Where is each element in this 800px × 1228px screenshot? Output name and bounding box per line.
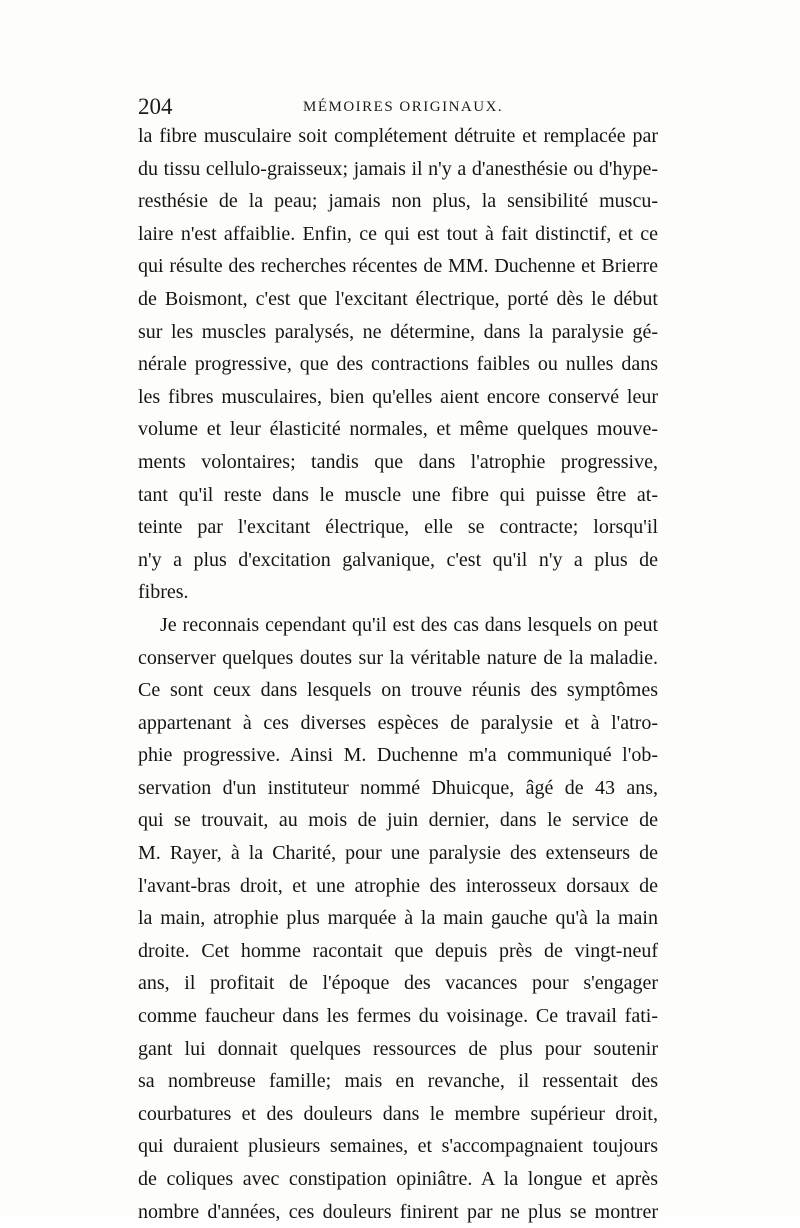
text-line: ments volontaires; tandis que dans l'atrophie progressive, <box>138 450 658 473</box>
text-line: nombre d'années, ces douleurs finirent par ne plus se montrer <box>138 1200 658 1223</box>
text-line: qui duraient plusieurs semaines, et s'accompagnaient toujours <box>138 1135 658 1158</box>
text-line: ans, il profitait de l'époque des vacances pour s'engager <box>138 972 658 995</box>
text-line: de coliques avec constipation opiniâtre. A la longue et après <box>138 1168 658 1190</box>
text-line: fibres. <box>138 581 189 604</box>
text-line: qui se trouvait, au mois de juin dernier, dans le service de <box>138 809 658 832</box>
text-line: n'y a plus d'excitation galvanique, c'est qu'il n'y a plus de <box>138 548 658 571</box>
text-line: phie progressive. Ainsi M. Duchenne m'a communiqué l'ob- <box>138 744 658 767</box>
text-line: la fibre musculaire soit complétement détruite et remplacée par <box>138 125 658 147</box>
text-line: de Boismont, c'est que l'excitant électrique, porté dès le début <box>138 287 658 310</box>
paragraph <box>138 120 658 609</box>
text-line: M. Rayer, à la Charité, pour une paralysie des extenseurs de <box>138 842 658 865</box>
text-line: sa nombreuse famille; mais en revanche, il ressentait des <box>138 1070 658 1093</box>
text-line: tant qu'il reste dans le muscle une fibre qui puisse être at- <box>138 483 658 506</box>
text-line: resthésie de la peau; jamais non plus, la sensibilité muscu- <box>138 190 658 213</box>
text-line: du tissu cellulo-graisseux; jamais il n'y a d'anesthésie ou d'hype- <box>138 157 658 180</box>
text-line: comme faucheur dans les fermes du voisinage. Ce travail fati- <box>138 1005 658 1028</box>
text-line: nérale progressive, que des contractions faibles ou nulles dans <box>138 353 658 376</box>
text-line: teinte par l'excitant électrique, elle se contracte; lorsqu'il <box>138 516 658 539</box>
page-number: 204 <box>138 94 173 119</box>
text-line: laire n'est affaiblie. Enfin, ce qui est tout à fait distinctif, et ce <box>138 222 658 245</box>
text-line: Je reconnais cependant qu'il est des cas dans lesquels on peut <box>160 613 658 636</box>
text-line: l'avant-bras droit, et une atrophie des interosseux dorsaux de <box>138 874 658 897</box>
text-line: droite. Cet homme racontait que depuis près de vingt-neuf <box>138 939 658 962</box>
page-header <box>138 94 678 120</box>
text-line: sur les muscles paralysés, ne détermine, dans la paralysie gé- <box>138 320 658 343</box>
text-line: conserver quelques doutes sur la véritable nature de la maladie. <box>138 646 658 669</box>
text-line: gant lui donnait quelques ressources de plus pour soutenir <box>138 1037 658 1060</box>
text-line: courbatures et des douleurs dans le membre supérieur droit, <box>138 1102 658 1125</box>
paragraph <box>138 609 658 1228</box>
text-line: Ce sont ceux dans lesquels on trouve réunis des symptômes <box>138 679 658 702</box>
running-title: MÉMOIRES ORIGINAUX. <box>303 99 504 115</box>
text-line: les fibres musculaires, bien qu'elles aient encore conservé leur <box>138 385 658 408</box>
text-line: qui résulte des recherches récentes de MM. Duchenne et Brierre <box>138 255 658 278</box>
text-line: appartenant à ces diverses espèces de paralysie et à l'atro- <box>138 711 658 734</box>
text-line: volume et leur élasticité normales, et même quelques mouve- <box>138 418 658 441</box>
text-line: servation d'un instituteur nommé Dhuicque, âgé de 43 ans, <box>138 776 658 799</box>
text-line: la main, atrophie plus marquée à la main gauche qu'à la main <box>138 907 658 930</box>
body-text <box>138 120 658 1228</box>
